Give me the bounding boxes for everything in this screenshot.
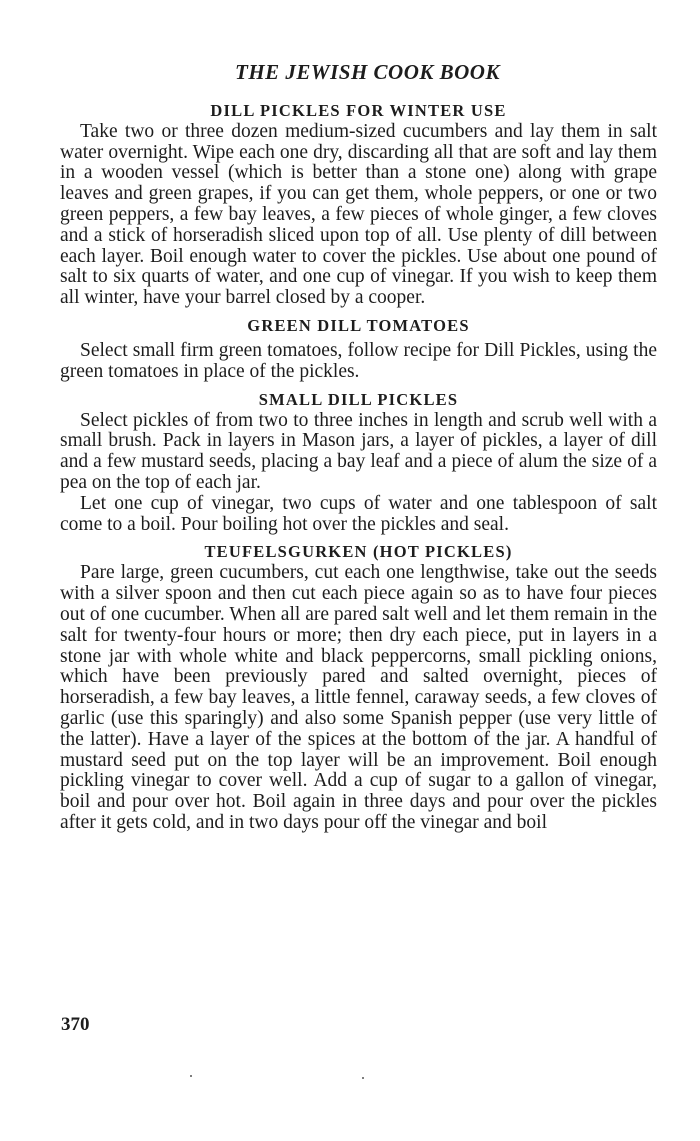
recipe-paragraph: Take two or three dozen medium-sized cucumbers and lay them in salt water overnight. Wipe each one dry, discarding all that are soft and lay them in a wooden vessel (which is better than a stone one) along with grape leaves and green grapes, if you can get them, whole peppers, or one or two green peppers, a few bay leaves, a few pieces of whole ginger, a few cloves and a stick of horseradish sliced upon top of all. Use plenty of dill between each layer. Boil enough water to cover the pickles. Use about one pound of salt to six quarts of water, and one cup of vinegar. If you wish to keep them all winter, have your barrel closed by a cooper. bbox=[60, 120, 657, 309]
recipe-paragraph: Select pickles of from two to three inches in length and scrub well with a small brush. Pack in layers in Mason jars, a layer of pickles, a layer of dill and a few mustard seeds, placing a bay leaf and a piece of alum the size of a pea on the top of each jar. bbox=[60, 409, 657, 493]
paper-speck bbox=[190, 1075, 192, 1077]
recipe-teufelsgurken bbox=[60, 541, 657, 833]
page-number: 370 bbox=[61, 1014, 90, 1035]
recipe-paragraph: Select small firm green tomatoes, follow recipe for Dill Pickles, using the green tomatoes in place of the pickles. bbox=[60, 339, 657, 382]
recipe-paragraph: Let one cup of vinegar, two cups of water and one tablespoon of salt come to a boil. Pour boiling hot over the pickles and seal. bbox=[60, 492, 657, 535]
recipe-title: GREEN DILL TOMATOES bbox=[247, 315, 470, 335]
recipe-title: DILL PICKLES FOR WINTER USE bbox=[210, 100, 507, 120]
book-page bbox=[60, 62, 657, 834]
recipe-title: TEUFELSGURKEN (HOT PICKLES) bbox=[204, 542, 513, 562]
recipe-green-dill-tomatoes bbox=[60, 315, 657, 383]
recipe-paragraph: Pare large, green cucumbers, cut each one lengthwise, take out the seeds with a silver spoon and then cut each piece again so as to have four pieces out of one cucumber. When all are pared salt well and let them remain in the salt for twenty-four hours or more; then dry each piece, put in layers in a stone jar with whole white and black peppercorns, small pickling onions, which have been previously pared and salted overnight, pieces of horseradish, a few bay leaves, a little fennel, caraway seeds, a few cloves of garlic (use this sparingly) and also some Spanish pepper (use very little of the latter). Have a layer of the spices at the bottom of the jar. A handful of mustard seed put on the top layer will be an improvement. Boil enough pickling vinegar to cover well. Add a cup of sugar to a gallon of vinegar, boil and pour over hot. Boil again in three days and pour over the pickles after it gets cold, and in two days pour off the vinegar and boil bbox=[60, 562, 657, 833]
paper-speck bbox=[362, 1077, 364, 1079]
recipe-small-dill-pickles bbox=[60, 389, 657, 536]
running-head: THE JEWISH COOK BOOK bbox=[235, 60, 500, 84]
recipe-title: SMALL DILL PICKLES bbox=[258, 389, 459, 409]
recipe-dill-pickles-winter bbox=[60, 100, 657, 309]
